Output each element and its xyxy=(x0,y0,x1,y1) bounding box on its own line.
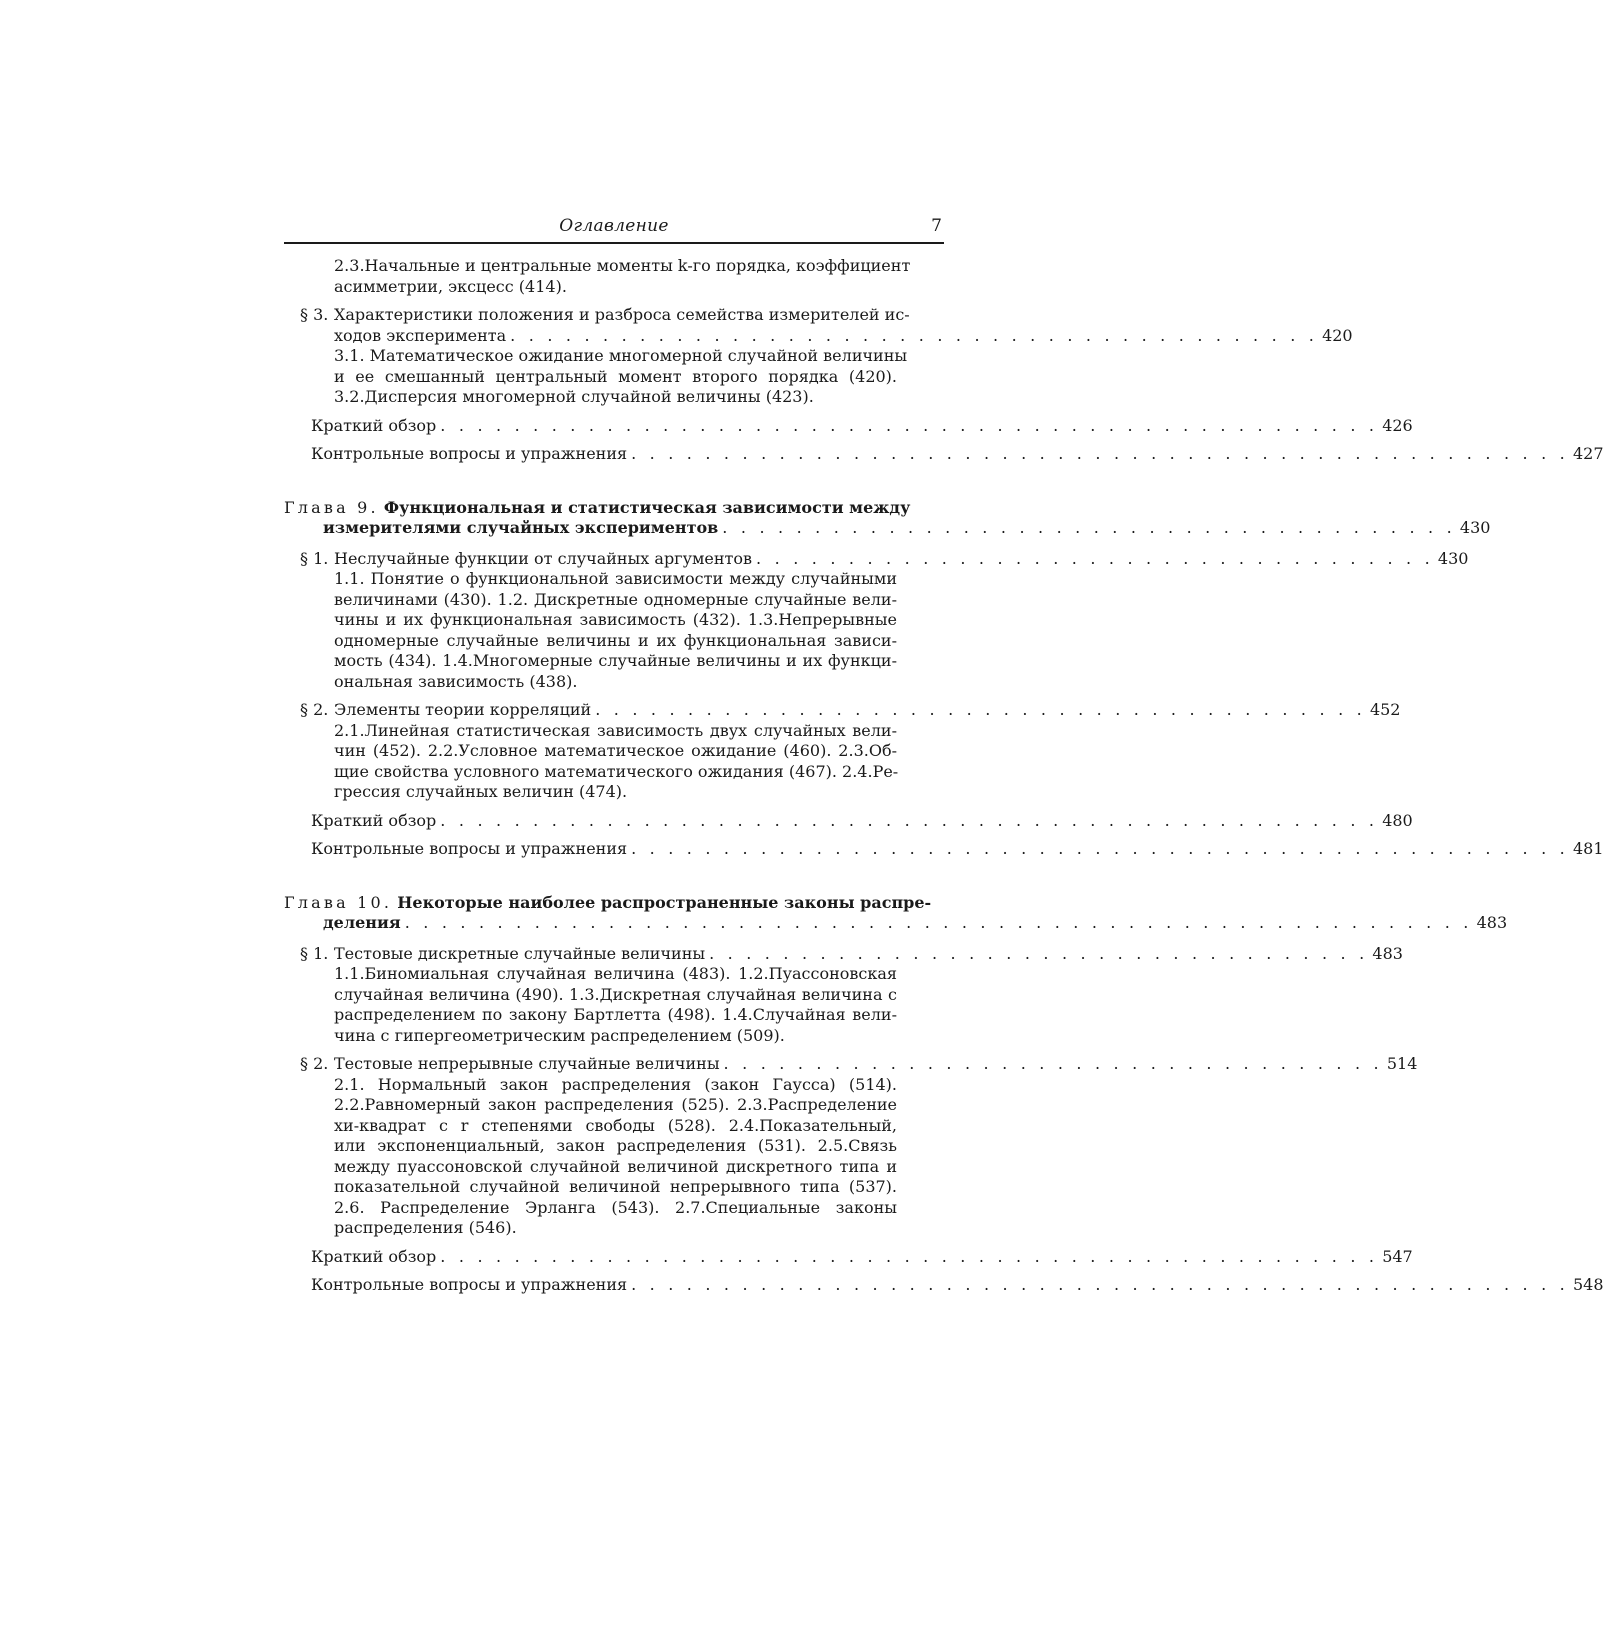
section-title: Тестовые дискретные случайные величины xyxy=(334,943,706,963)
leader-dots: . . . . . . . . . . . . . . . . . . . . . . . . . . . . . . . . . . . . xyxy=(709,943,1369,963)
toc-content xyxy=(284,256,1604,1296)
entry-label: Краткий обзор xyxy=(311,415,437,435)
toc-page xyxy=(284,214,1604,1296)
chapter-label: Глава 10. xyxy=(284,892,393,912)
section-title-line: ходов эксперимента xyxy=(334,325,507,345)
toc-section xyxy=(300,548,1469,693)
toc-subentry-line: асимметрии, эксцесс (414). xyxy=(334,276,567,296)
entry-page: 426 xyxy=(1382,415,1413,435)
chapter-title-line: деления xyxy=(323,913,401,932)
toc-entry-questions xyxy=(311,839,1604,860)
toc-subentry-line: величинами (430). 1.2. Дискретные одномерные случайные вели- xyxy=(334,589,897,609)
chapter-page: 430 xyxy=(1459,518,1491,537)
toc-subentries xyxy=(334,256,911,297)
running-head xyxy=(284,214,944,244)
toc-section xyxy=(300,943,1403,1047)
toc-subentry-line: 3.1. Математическое ожидание многомерной случайной величины xyxy=(334,346,908,365)
toc-subentry-line: случайная величина (490). 1.3.Дискретная случайная величина с xyxy=(334,984,897,1004)
toc-subentry-line: 2.3.Начальные и центральные моменты k-го порядка, коэффициент xyxy=(334,256,911,275)
section-mark: § 1. xyxy=(300,548,329,568)
chapter-title-line: Некоторые наиболее распространенные законы распре- xyxy=(397,892,932,912)
toc-subentry-line: чин (452). 2.2.Условное математическое ожидание (460). 2.3.Об- xyxy=(334,741,897,760)
toc-subentry-line: чина с гипергеометрическим распределением (509). xyxy=(334,1025,785,1045)
toc-subentry-line: показательной случайной величиной непрерывного типа (537). xyxy=(334,1177,897,1196)
section-title-line: Характеристики положения и разброса семейства измерителей ис- xyxy=(334,305,910,324)
entry-label: Контрольные вопросы и упражнения xyxy=(311,1275,628,1294)
leader-dots: . . . . . . . . . . . . . . . . . . . . . . . . . . . . . . . . . . . . xyxy=(723,1054,1383,1073)
section-page: 514 xyxy=(1386,1054,1418,1073)
toc-section xyxy=(300,305,1353,408)
toc-subentry-line: и ее смешанный центральный момент второго порядка (420). xyxy=(334,366,897,386)
toc-subentry-line: одномерные случайные величины и их функциональная зависи- xyxy=(334,630,897,650)
section-page: 452 xyxy=(1369,700,1401,719)
leader-dots: . . . . . . . . . . . . . . . . . . . . . . . . . . . . . . . . . . . . . . . . . . . . . . . . . . . xyxy=(631,839,1569,858)
leader-dots: . . . . . . . . . . . . . . . . . . . . . . . . . . . . . . . . . . . . . xyxy=(756,548,1434,568)
toc-subentry-line: мость (434). 1.4.Многомерные случайные величины и их функци- xyxy=(334,651,897,670)
toc-subentry-line: 2.6. Распределение Эрланга (543). 2.7.Специальные законы xyxy=(334,1197,897,1217)
entry-page: 548 xyxy=(1572,1275,1604,1294)
toc-section xyxy=(300,700,1401,803)
section-mark: § 2. xyxy=(300,1054,329,1073)
leader-dots: . . . . . . . . . . . . . . . . . . . . . . . . . . . . . . . . . . . . . . . . . . . . . . . . . . . xyxy=(631,444,1569,463)
entry-page: 481 xyxy=(1572,839,1604,858)
leader-dots: . . . . . . . . . . . . . . . . . . . . . . . . . . . . . . . . . . . . . . . . . . . . . . . . . . . xyxy=(440,1246,1379,1266)
entry-label: Контрольные вопросы и упражнения xyxy=(311,839,628,858)
page-number: 7 xyxy=(931,216,942,236)
leader-dots: . . . . . . . . . . . . . . . . . . . . . . . . . . . . . . . . . . . . . . . . . . xyxy=(595,700,1366,719)
toc-subentry-line: 1.1. Понятие о функциональной зависимости между случайными xyxy=(334,569,897,588)
entry-label: Краткий обзор xyxy=(311,810,437,830)
toc-subentry-line: между пуассоновской случайной величиной дискретного типа и xyxy=(334,1156,897,1176)
toc-section xyxy=(300,1054,1418,1239)
section-page: 420 xyxy=(1322,325,1353,345)
chapter-label: Глава 9. xyxy=(284,497,379,517)
chapter-title-line: измерителями случайных экспериментов xyxy=(323,518,719,537)
section-title: Тестовые непрерывные случайные величины xyxy=(334,1054,720,1073)
leader-dots: . . . . . . . . . . . . . . . . . . . . . . . . . . . . . . . . . . . . . . . . xyxy=(722,518,1456,537)
leader-dots: . . . . . . . . . . . . . . . . . . . . . . . . . . . . . . . . . . . . . . . . . . . . . . . . . . . xyxy=(440,415,1379,435)
section-mark: § 1. xyxy=(300,943,329,963)
toc-subentry-line: или экспоненциальный, закон распределения (531). 2.5.Связь xyxy=(334,1136,897,1155)
entry-label: Контрольные вопросы и упражнения xyxy=(311,444,628,463)
toc-chapter-9 xyxy=(284,497,1491,539)
entry-page: 547 xyxy=(1382,1246,1413,1266)
section-title: Неслучайные функции от случайных аргументов xyxy=(334,548,753,568)
toc-entry-questions xyxy=(311,444,1604,465)
leader-dots: . . . . . . . . . . . . . . . . . . . . . . . . . . . . . . . . . . . . . . . . . . . . . . . . . . . . . . . . . . xyxy=(404,913,1473,932)
toc-subentry-line: распределения (546). xyxy=(334,1218,517,1237)
toc-subentry-line: 3.2.Дисперсия многомерной случайной величины (423). xyxy=(334,387,814,406)
toc-entry-summary xyxy=(311,415,1413,437)
toc-subentry-line: ональная зависимость (438). xyxy=(334,671,578,691)
running-head-title: Оглавление xyxy=(559,216,669,236)
chapter-title-line: Функциональная и статистическая зависимости между xyxy=(383,497,911,517)
entry-label: Краткий обзор xyxy=(311,1246,437,1266)
entry-page: 427 xyxy=(1572,444,1604,463)
section-mark: § 3. xyxy=(300,305,329,324)
leader-dots: . . . . . . . . . . . . . . . . . . . . . . . . . . . . . . . . . . . . . . . . . . . . . . . . . . . xyxy=(440,810,1379,830)
toc-chapter-10 xyxy=(284,892,1508,934)
toc-entry-summary xyxy=(311,1246,1413,1268)
toc-subentry-line: 2.1. Нормальный закон распределения (закон Гаусса) (514). xyxy=(334,1074,897,1094)
section-mark: § 2. xyxy=(300,700,329,719)
toc-subentry-line: чины и их функциональная зависимость (432). 1.3.Непрерывные xyxy=(334,610,897,629)
toc-entry-summary xyxy=(311,810,1413,832)
section-page: 483 xyxy=(1372,943,1403,963)
leader-dots: . . . . . . . . . . . . . . . . . . . . . . . . . . . . . . . . . . . . . . . . . . . . . . . . . . . xyxy=(631,1275,1569,1294)
toc-subentry-line: 2.2.Равномерный закон распределения (525). 2.3.Распределение xyxy=(334,1095,897,1114)
toc-subentry-line: распределением по закону Бартлетта (498). 1.4.Случайная вели- xyxy=(334,1005,897,1024)
section-page: 430 xyxy=(1437,548,1469,568)
chapter-page: 483 xyxy=(1476,913,1508,932)
section-title: Элементы теории корреляций xyxy=(334,700,592,719)
toc-subentry-line: грессия случайных величин (474). xyxy=(334,782,628,801)
entry-page: 480 xyxy=(1382,810,1413,830)
toc-subentry-line: хи-квадрат с r степенями свободы (528). 2.4.Показательный, xyxy=(334,1115,897,1135)
toc-subentry-line: щие свойства условного математического ожидания (467). 2.4.Ре- xyxy=(334,761,899,781)
toc-entry-questions xyxy=(311,1275,1604,1296)
toc-subentry-line: 1.1.Биномиальная случайная величина (483). 1.2.Пуассоновская xyxy=(334,964,897,983)
toc-subentry-line: 2.1.Линейная статистическая зависимость двух случайных вели- xyxy=(334,720,897,740)
leader-dots: . . . . . . . . . . . . . . . . . . . . . . . . . . . . . . . . . . . . . . . . . . . . xyxy=(510,325,1319,345)
